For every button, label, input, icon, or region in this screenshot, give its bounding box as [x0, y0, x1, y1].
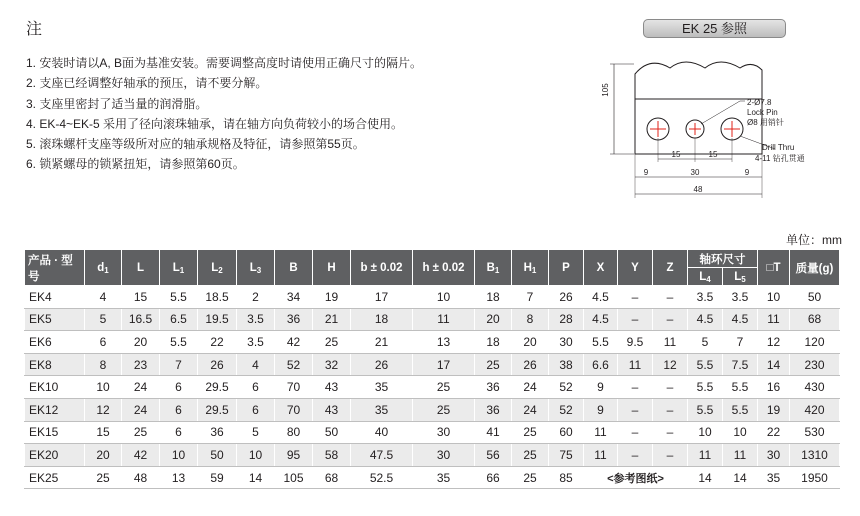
drawing-reference-tab: EK 25 参照 [643, 19, 786, 38]
drill-hole-left [647, 118, 669, 140]
col-model: 产品 · 型号 [25, 250, 85, 286]
col-L: L [122, 250, 160, 286]
table-row: EK15 15 25 6 36 5 80 50 40 30 41 25 60 11 – – 10 10 22 530 [25, 421, 840, 444]
spec-table [24, 249, 840, 489]
col-P: P [549, 250, 584, 286]
dim-30: 30 [690, 168, 700, 177]
table-row: EK8 8 23 7 26 4 52 32 26 17 25 26 38 6.6 11 12 5.5 7.5 14 230 [25, 353, 840, 376]
note-item-5: 5. 滚珠螺杆支座等级所对应的轴承规格及特征，请参照第55页。 [26, 137, 365, 152]
dim-9-left: 9 [643, 168, 649, 177]
table-row: EK20 20 42 10 50 10 95 58 47.5 30 56 25 75 11 – – 11 11 30 1310 [25, 444, 840, 467]
col-h: h ± 0.02 [413, 250, 475, 286]
support-body-outline [635, 62, 762, 99]
note-item-4: 4. EK-4~EK-5 采用了径向滚珠轴承，请在轴方向负荷较小的场合使用。 [26, 116, 404, 131]
table-row: EK6 6 20 5.5 22 3.5 42 25 21 13 18 20 30 5.5 9.5 11 5 7 12 120 [25, 331, 840, 354]
col-Z: Z [653, 250, 688, 286]
table-row: EK25 25 48 13 59 14 105 68 52.5 35 66 25 85 <参考图纸> 14 14 35 1950 [25, 466, 840, 489]
drill-label-2: 4-11 钻孔贯通 [755, 154, 805, 163]
col-H: H [313, 250, 351, 286]
dim-15-left: 15 [671, 150, 681, 159]
technical-drawing [590, 46, 805, 206]
drill-label: Drill Thru [762, 143, 795, 152]
pin-label-2: Lock Pin [747, 108, 778, 117]
col-d1: $d_1$ [85, 250, 122, 286]
col-L3: $L_3$ [237, 250, 275, 286]
table-row: EK10 10 24 6 29.5 6 70 43 35 25 36 24 52 9 – – 5.5 5.5 16 430 [25, 376, 840, 399]
pin-label-3: Ø8 用销针 [747, 118, 784, 127]
col-group-bearing: 轴环尺寸 [688, 250, 758, 268]
table-row: EK12 12 24 6 29.5 6 70 43 35 25 36 24 52 9 – – 5.5 5.5 19 420 [25, 398, 840, 421]
notes-title: 注 [26, 21, 43, 38]
col-X: X [584, 250, 618, 286]
col-B1: $B_1$ [475, 250, 512, 286]
note-item-1: 1. 安装时请以A, B面为基准安装。需要调整高度时请使用正确尺寸的隔片。 [26, 56, 423, 70]
unit-label: 单位：mm [786, 233, 842, 247]
col-mass: 质量(g) [790, 250, 840, 286]
col-B: B [275, 250, 313, 286]
table-row: EK5 5 16.5 6.5 19.5 3.5 36 21 18 11 20 8 28 4.5 – – 4.5 4.5 11 68 [25, 308, 840, 331]
notes-list [26, 53, 422, 175]
col-H1: $H_1$ [512, 250, 549, 286]
reference-drawing-note: <参考图纸> [584, 466, 688, 489]
col-L5: $L_5$ [723, 268, 758, 286]
note-item-3: 3. 支座里密封了适当量的润滑脂。 [26, 96, 208, 111]
dim-48: 48 [693, 185, 703, 194]
dim-15-right: 15 [708, 150, 718, 159]
dim-height: 105 [601, 83, 610, 97]
note-item-2: 2. 支座已经调整好轴承的预压，请不要分解。 [26, 76, 268, 91]
col-b: b ± 0.02 [351, 250, 413, 286]
col-T: □T [758, 250, 790, 286]
note-item-6: 6. 锁紧螺母的锁紧扭矩，请参照第60页。 [26, 157, 245, 172]
table-row: EK4 4 15 5.5 18.5 2 34 19 17 10 18 7 26 4.5 – – 3.5 3.5 10 50 [25, 286, 840, 309]
dim-9-right: 9 [744, 168, 750, 177]
pin-label: 2-Ø7.8 [747, 98, 772, 107]
col-Y: Y [618, 250, 653, 286]
col-L4: $L_4$ [688, 268, 723, 286]
col-L2: $L_2$ [198, 250, 237, 286]
col-L1: $L_1$ [160, 250, 198, 286]
drill-hole-right [721, 118, 743, 140]
